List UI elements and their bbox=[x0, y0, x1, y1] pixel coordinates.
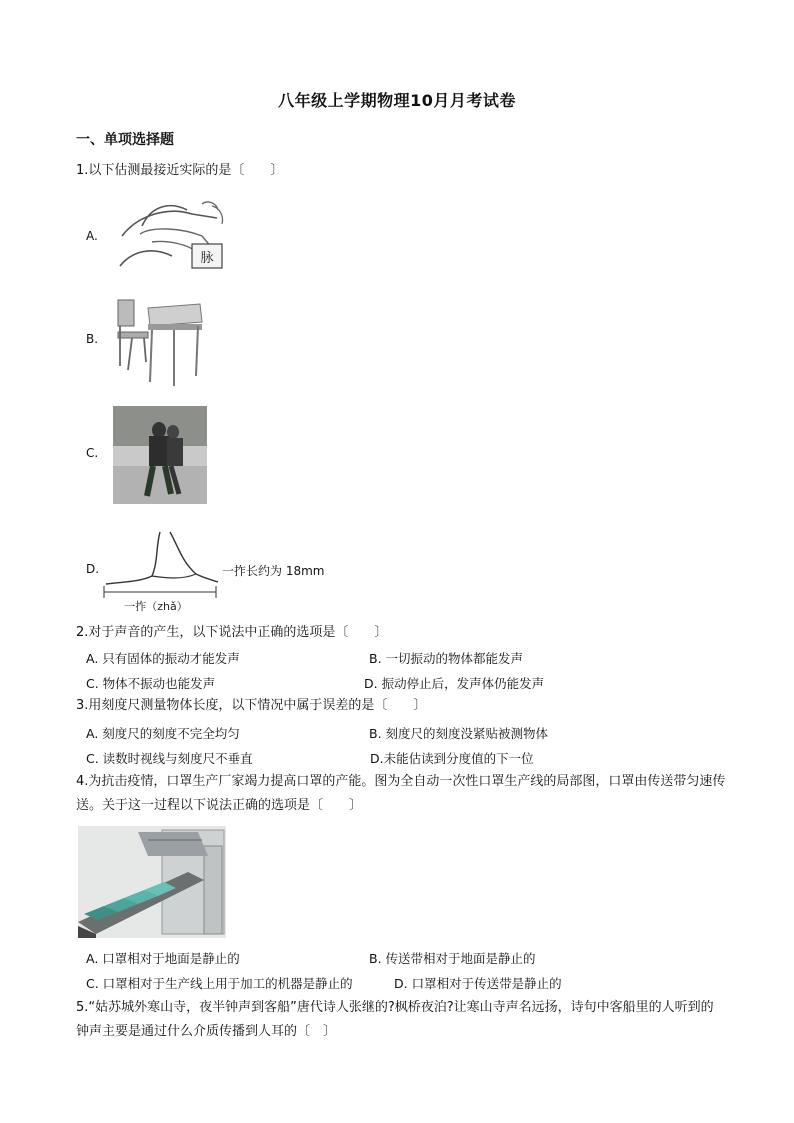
q2-option-a[interactable]: A. 只有固体的振动才能发声 bbox=[86, 651, 240, 666]
q1-option-b-label: B. bbox=[86, 332, 99, 346]
q1-option-d-note: 一拃长约为 18mm bbox=[222, 564, 325, 578]
q3-option-c[interactable]: C. 读数时视线与刻度尺不垂直 bbox=[86, 751, 253, 766]
q4-figure-mask-production-line bbox=[78, 826, 226, 938]
q3-option-d[interactable]: D.未能估读到分度值的下一位 bbox=[370, 751, 534, 766]
q2-option-d[interactable]: D. 振动停止后，发声体仍能发声 bbox=[364, 676, 545, 691]
question-2-stem: 2.对于声音的产生，以下说法中正确的选项是〔 〕 bbox=[76, 625, 388, 640]
page-title: 八年级上学期物理10月月考试卷 bbox=[278, 91, 516, 110]
q1-figure-a-wrist-pulse bbox=[112, 196, 228, 274]
q3-option-b[interactable]: B. 刻度尺的刻度没紧贴被测物体 bbox=[369, 726, 549, 741]
question-5-stem: 5.“姑苏城外寒山寺，夜半钟声到客船”唐代诗人张继的?枫桥夜泊?让寒山寺声名远扬，诗句中客船里的人听到的钟声主要是通过什么介质传播到人耳的〔 〕 bbox=[76, 1000, 714, 1039]
section-heading: 一、单项选择题 bbox=[76, 132, 174, 148]
q1-figure-d-text: 一拃（zhǎ） bbox=[124, 600, 188, 613]
q4-option-b[interactable]: B. 传送带相对于地面是静止的 bbox=[369, 951, 536, 966]
q1-figure-a-text: 脉 bbox=[200, 251, 214, 266]
q4-option-a[interactable]: A. 口罩相对于地面是静止的 bbox=[86, 951, 240, 966]
q4-option-d[interactable]: D. 口罩相对于传送带是静止的 bbox=[394, 976, 562, 991]
q1-figure-d-hand-span bbox=[100, 526, 220, 614]
q1-figure-b-desk-chair bbox=[114, 296, 204, 388]
q1-option-d-label: D. bbox=[86, 562, 100, 576]
question-1-stem: 1.以下估测最接近实际的是〔 〕 bbox=[76, 163, 284, 178]
q3-option-a[interactable]: A. 刻度尺的刻度不完全均匀 bbox=[86, 726, 240, 741]
q2-option-c[interactable]: C. 物体不振动也能发声 bbox=[86, 676, 216, 691]
question-3-stem: 3.用刻度尺测量物体长度，以下情况中属于误差的是〔 〕 bbox=[76, 698, 427, 713]
q2-option-b[interactable]: B. 一切振动的物体都能发声 bbox=[369, 651, 524, 666]
q4-option-c[interactable]: C. 口罩相对于生产线上用于加工的机器是静止的 bbox=[86, 976, 353, 991]
q1-option-c-label: C. bbox=[86, 446, 99, 460]
question-4-stem: 4.为抗击疫情，口罩生产厂家竭力提高口罩的产能。图为全自动一次性口罩生产线的局部图，口罩由传送带匀速传送。关于这一过程以下说法正确的选项是〔 〕 bbox=[76, 774, 726, 813]
q1-figure-c-walking-photo bbox=[113, 406, 207, 504]
q1-option-a-label: A. bbox=[86, 229, 98, 243]
